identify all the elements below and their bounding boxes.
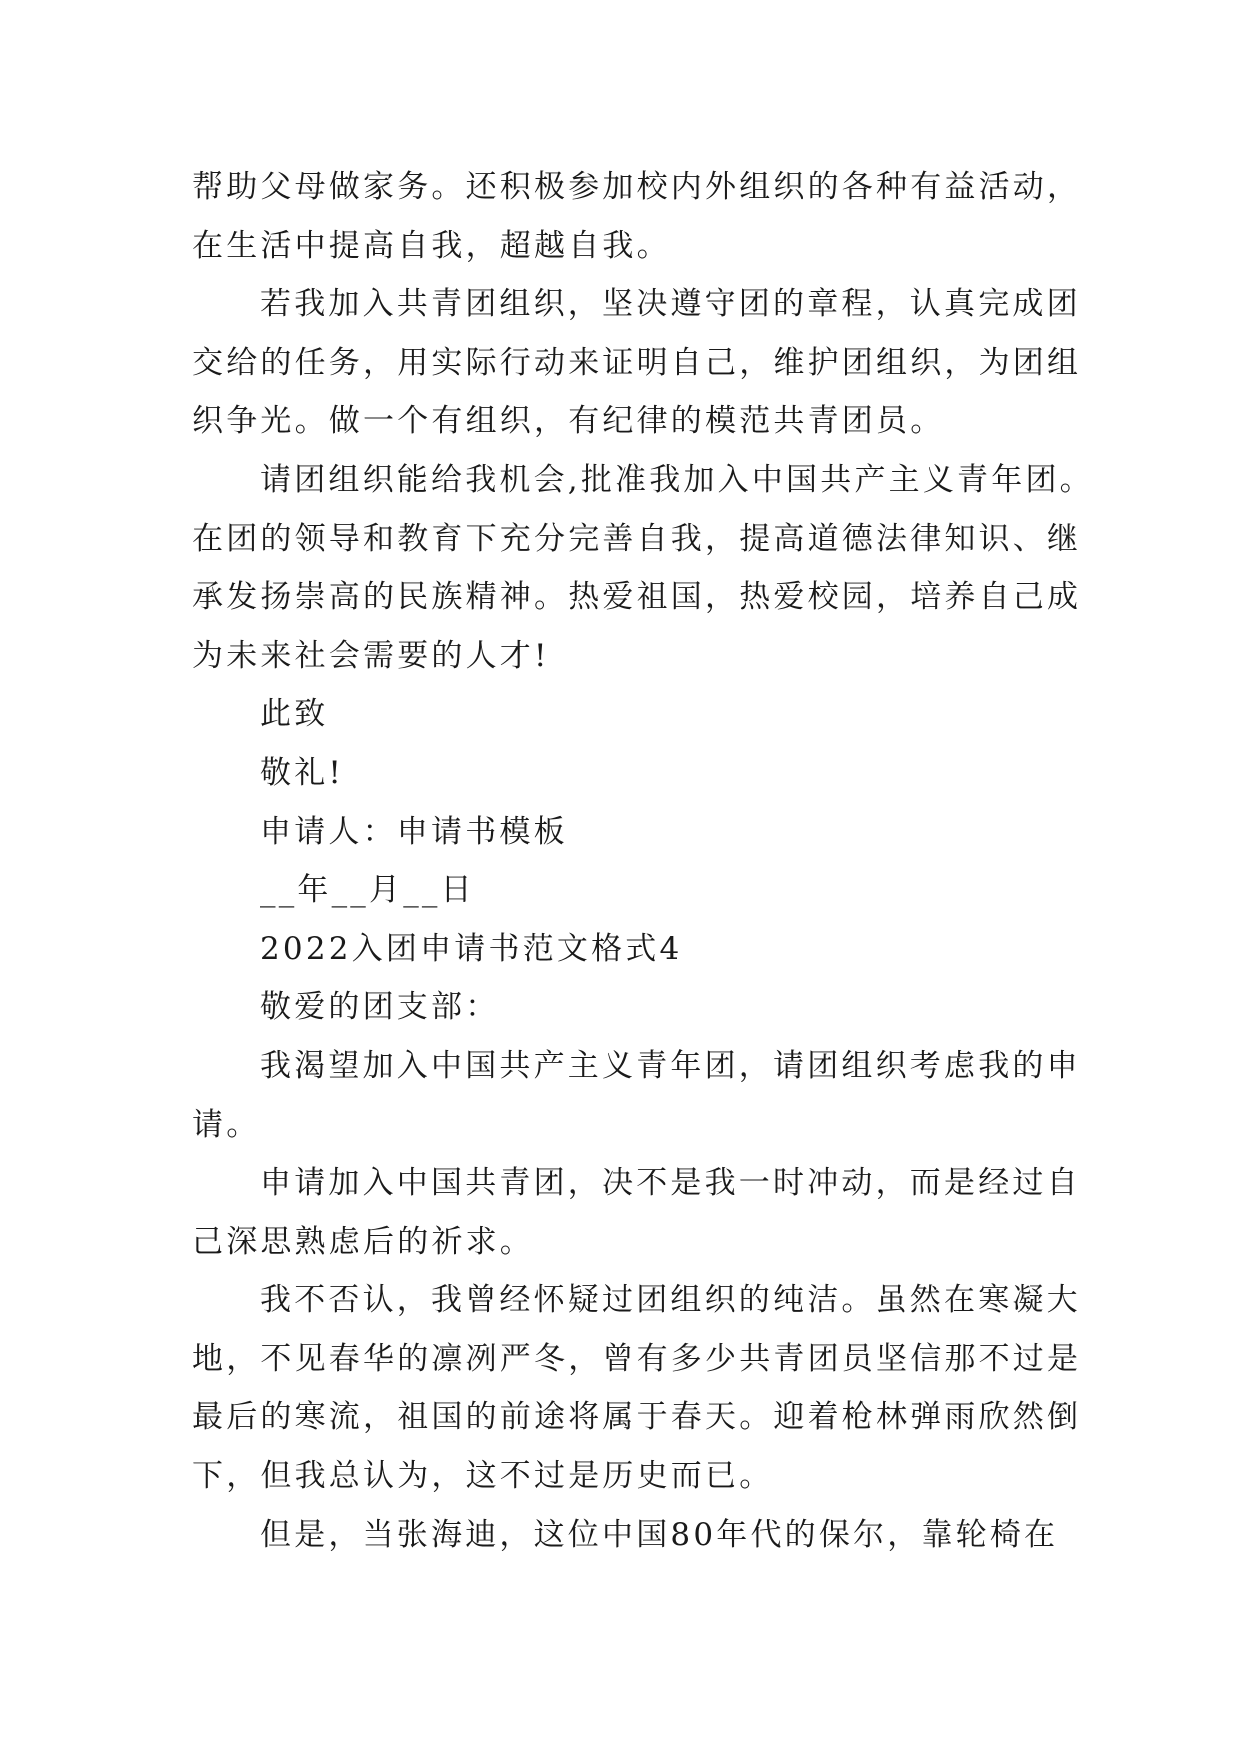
section-heading: [192, 920, 1058, 979]
document-body: [192, 158, 1094, 1564]
paragraph-household-activities: [192, 158, 1082, 275]
paragraph-deliberate-decision: [192, 1154, 1081, 1271]
text-line: 下，但我总认为，这不过是历史而已。: [192, 1458, 774, 1495]
text-line: 申请加入中国共青团，决不是我一时冲动，而是经过自: [260, 1165, 1081, 1202]
text-line: 在团的领导和教育下充分完善自我，提高道德法律知识、继: [192, 520, 1082, 557]
text-line: 己深思熟虑后的祈求。: [192, 1223, 534, 1260]
paragraph-desire-to-join: [192, 1037, 1081, 1154]
closing-salutation: [192, 685, 1058, 744]
closing-regards: [192, 744, 1058, 803]
text-line: 交给的任务，用实际行动来证明自己，维护团组织，为团组: [192, 344, 1082, 381]
text-line: 此致: [260, 696, 329, 733]
text-line: 但是，当张海迪，这位中国80年代的保尔，靠轮椅在: [260, 1516, 1059, 1553]
text-line: 敬爱的团支部：: [260, 989, 500, 1026]
text-line: 敬礼!: [260, 754, 345, 791]
text-line: 若我加入共青团组织，坚决遵守团的章程，认真完成团: [260, 286, 1081, 323]
applicant-signature: [192, 803, 1058, 862]
text-line: 我不否认，我曾经怀疑过团组织的纯洁。虽然在寒凝大: [260, 1282, 1081, 1319]
text-line: __年__月__日: [260, 872, 475, 909]
date-line: [192, 861, 1058, 920]
text-line: 请。: [192, 1106, 261, 1143]
paragraph-zhang-haidi: [192, 1506, 1058, 1565]
text-line: 为未来社会需要的人才!: [192, 637, 550, 674]
text-line: 2022入团申请书范文格式4: [260, 930, 683, 967]
paragraph-join-league-pledge: [192, 275, 1082, 451]
text-line: 请团组织能给我机会,批准我加入中国共产主义青年团。: [260, 461, 1094, 498]
letter-greeting: [192, 978, 1058, 1037]
paragraph-request-approval: [192, 451, 1094, 685]
text-line: 帮助父母做家务。还积极参加校内外组织的各种有益活动，: [192, 169, 1082, 205]
text-line: 地，不见春华的凛冽严冬，曾有多少共青团员坚信那不过是: [192, 1340, 1082, 1377]
text-line: 织争光。做一个有组织，有纪律的模范共青团员。: [192, 403, 945, 440]
text-line: 我渴望加入中国共产主义青年团，请团组织考虑我的申: [260, 1047, 1081, 1084]
text-line: 在生活中提高自我，超越自我。: [192, 227, 671, 264]
text-line: 承发扬崇高的民族精神。热爱祖国，热爱校园，培养自己成: [192, 579, 1082, 616]
text-line: 申请人：申请书模板: [260, 813, 568, 850]
paragraph-past-doubts: [192, 1271, 1082, 1505]
text-line: 最后的寒流，祖国的前途将属于春天。迎着枪林弹雨欣然倒: [192, 1399, 1082, 1436]
